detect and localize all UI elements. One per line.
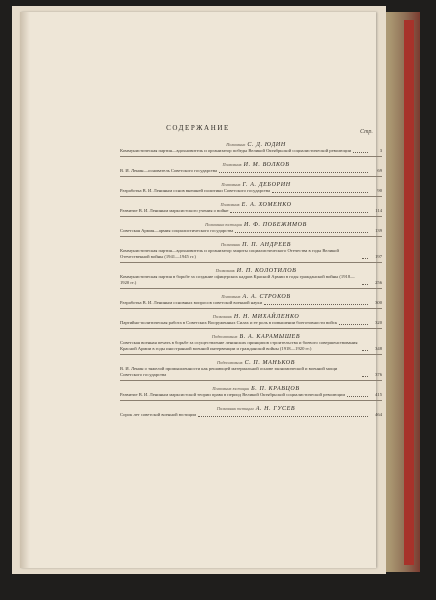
author-rank: Полковник: [221, 182, 241, 187]
entry-separator: [120, 380, 382, 381]
page-number: 464: [375, 412, 382, 417]
toc-entry: [120, 292, 382, 309]
toc-title-line: [120, 148, 382, 154]
author-rank: Полковник: [212, 314, 232, 319]
page-number: 348: [375, 346, 382, 351]
author-name: Б. П. КРАВЦОВ: [251, 386, 300, 392]
article-title: В. И. Ленин—основатель Советского государства: [120, 168, 218, 173]
page-gutter-shadow: [20, 12, 30, 568]
toc-author: [130, 384, 382, 392]
dot-leader: [235, 232, 368, 233]
dot-leader: [362, 284, 368, 285]
toc-entry: [120, 180, 382, 197]
toc-entry: [120, 384, 382, 401]
dot-leader: [339, 324, 368, 325]
entry-separator: [120, 400, 382, 401]
page-number: 256: [375, 280, 382, 285]
author-rank: Полковник: [226, 142, 246, 147]
toc-author: [130, 140, 382, 148]
author-rank: Полковник: [222, 162, 242, 167]
entry-separator: [120, 236, 382, 237]
book-page: [20, 12, 382, 568]
toc-title-line: [120, 248, 382, 260]
page-number: 376: [375, 372, 382, 377]
dot-leader: [264, 304, 368, 305]
toc-title-line: [120, 168, 382, 174]
author-rank: Подполковник: [211, 334, 238, 339]
author-name: С. Д. ЮДИН: [247, 142, 286, 148]
article-title: Коммунистическая партия—вдохновитель и организатор защиты социалистического Отечества в годы Великой Отечественной войны (1941—1945 гг.): [120, 248, 339, 259]
toc-entry: [120, 266, 382, 289]
page-number: 69: [377, 168, 382, 173]
author-rank: Полковник юстиции: [216, 406, 254, 411]
entry-separator: [120, 262, 382, 263]
author-name: П. П. АНДРЕЕВ: [242, 242, 292, 248]
toc-entry: [120, 312, 382, 329]
dot-leader: [272, 192, 368, 193]
dot-leader: [362, 350, 368, 351]
toc-entry: [120, 404, 382, 418]
toc-author: [130, 404, 382, 412]
page-number: 3: [379, 148, 382, 153]
page-number: 114: [375, 208, 382, 213]
toc-entry: [120, 220, 382, 237]
dot-leader: [230, 212, 368, 213]
toc-entry: [120, 160, 382, 177]
article-title: Сорок лет советской военной юстиции: [120, 412, 197, 417]
toc-title-line: [120, 188, 382, 194]
author-name: И. Ф. ПОБЕЖИМОВ: [243, 222, 307, 228]
entry-separator: [120, 176, 382, 177]
dot-leader: [219, 172, 368, 173]
dot-leader: [198, 416, 368, 417]
article-title: Разработка В. И. Лениным основ внешней политики Советского государства: [120, 188, 271, 193]
entry-separator: [120, 156, 382, 157]
toc-entry: [120, 200, 382, 217]
article-title: Развитие В. И. Лениным марксистского учения о войне: [120, 208, 229, 213]
toc-author: [130, 312, 382, 320]
author-name: В. А. КАРАМЫШЕВ: [239, 334, 301, 340]
page-number: 139: [375, 228, 382, 233]
dot-leader: [362, 258, 368, 259]
page-number: 197: [375, 254, 382, 259]
toc-title-line: [120, 300, 382, 306]
page-number: 300: [375, 300, 382, 305]
dot-leader: [347, 396, 368, 397]
article-title: В. И. Ленин о тяжелой промышленности как решающей материальной основе экономической и военной мощи Советского государства: [120, 366, 338, 377]
author-name: И. М. ВОЛКОВ: [243, 162, 290, 168]
page-column-label: Стр.: [360, 129, 373, 135]
toc-entry: [120, 358, 382, 381]
article-title: Партийно-политическая работа в Советских Вооруженных Силах и ее роль в повышении боеготовности войск: [120, 320, 338, 325]
toc-title-line: [120, 340, 382, 352]
author-name: И. П. КОЛОТИЛОВ: [236, 268, 297, 274]
page-number: 415: [375, 392, 382, 397]
toc-author: [130, 160, 382, 168]
article-title: Советская военная печать в борьбе за осуществление ленинских принципов строительства и боевого совершенствования Красной Армии в годы иностранной военной интервенции и гражданской войны (1918—1920 гг.): [120, 340, 358, 351]
dot-leader: [362, 376, 368, 377]
article-title: Коммунистическая партия—вдохновитель и организатор победы Великой Октябрьской социалистической революции: [120, 148, 352, 153]
toc-heading: СОДЕРЖАНИЕ: [166, 124, 230, 132]
entry-separator: [120, 354, 382, 355]
entry-separator: [120, 288, 382, 289]
article-title: Разработка В. И. Лениным основных вопросов советской военной науки: [120, 300, 263, 305]
toc-author: [130, 266, 382, 274]
toc-author: [130, 220, 382, 228]
author-rank: Полковник юстиции: [212, 386, 250, 391]
author-name: А. Н. ГУСЕВ: [255, 406, 296, 412]
author-name: С. П. МАНЬКОВ: [244, 360, 295, 366]
toc-author: [130, 200, 382, 208]
author-name: А. А. СТРОКОВ: [242, 294, 291, 300]
toc-title-line: [120, 228, 382, 234]
author-name: Е. А. ХОМЕНКО: [241, 202, 292, 208]
book-spine-red: [404, 20, 414, 565]
entry-separator: [120, 308, 382, 309]
author-rank: Полковник: [220, 202, 240, 207]
article-title: Коммунистическая партия в борьбе за создание офицерских кадров Красной Армии в годы гражданской войны (1918—1920 гг.): [120, 274, 355, 285]
author-name: Н. Н. МИХАЙЛЕНКО: [233, 314, 300, 320]
toc-author: [130, 180, 382, 188]
author-rank: Полковник: [220, 242, 241, 247]
toc-author: [130, 240, 382, 248]
toc-entry: [120, 140, 382, 157]
toc-title-line: [120, 366, 382, 378]
entry-separator: [120, 328, 382, 329]
toc-title-line: [120, 208, 382, 214]
author-rank: Полковник юстиции: [205, 222, 242, 227]
author-rank: Полковник: [215, 268, 235, 273]
page-number: 320: [375, 320, 382, 325]
toc-entry: [120, 332, 382, 355]
entry-separator: [120, 216, 382, 217]
toc-author: [130, 358, 382, 366]
article-title: Развитие В. И. Лениным марксистской теории права в период Великой Октябрьской социалистической революции: [120, 392, 345, 397]
toc-title-line: [120, 274, 382, 286]
toc-entry: [120, 240, 382, 263]
page-number: 90: [377, 188, 382, 193]
toc-author: [130, 332, 382, 340]
author-rank: Полковник: [221, 294, 241, 299]
toc-entries: [120, 140, 382, 421]
toc-author: [130, 292, 382, 300]
author-name: Г. А. ДЕБОРИН: [242, 182, 291, 188]
dot-leader: [353, 152, 368, 153]
article-title: Советская Армия—армия социалистического государства: [120, 228, 234, 233]
author-rank: Подполковник: [217, 360, 243, 365]
toc-title-line: [120, 392, 382, 398]
entry-separator: [120, 196, 382, 197]
toc-title-line: [120, 412, 382, 418]
toc-title-line: [120, 320, 382, 326]
